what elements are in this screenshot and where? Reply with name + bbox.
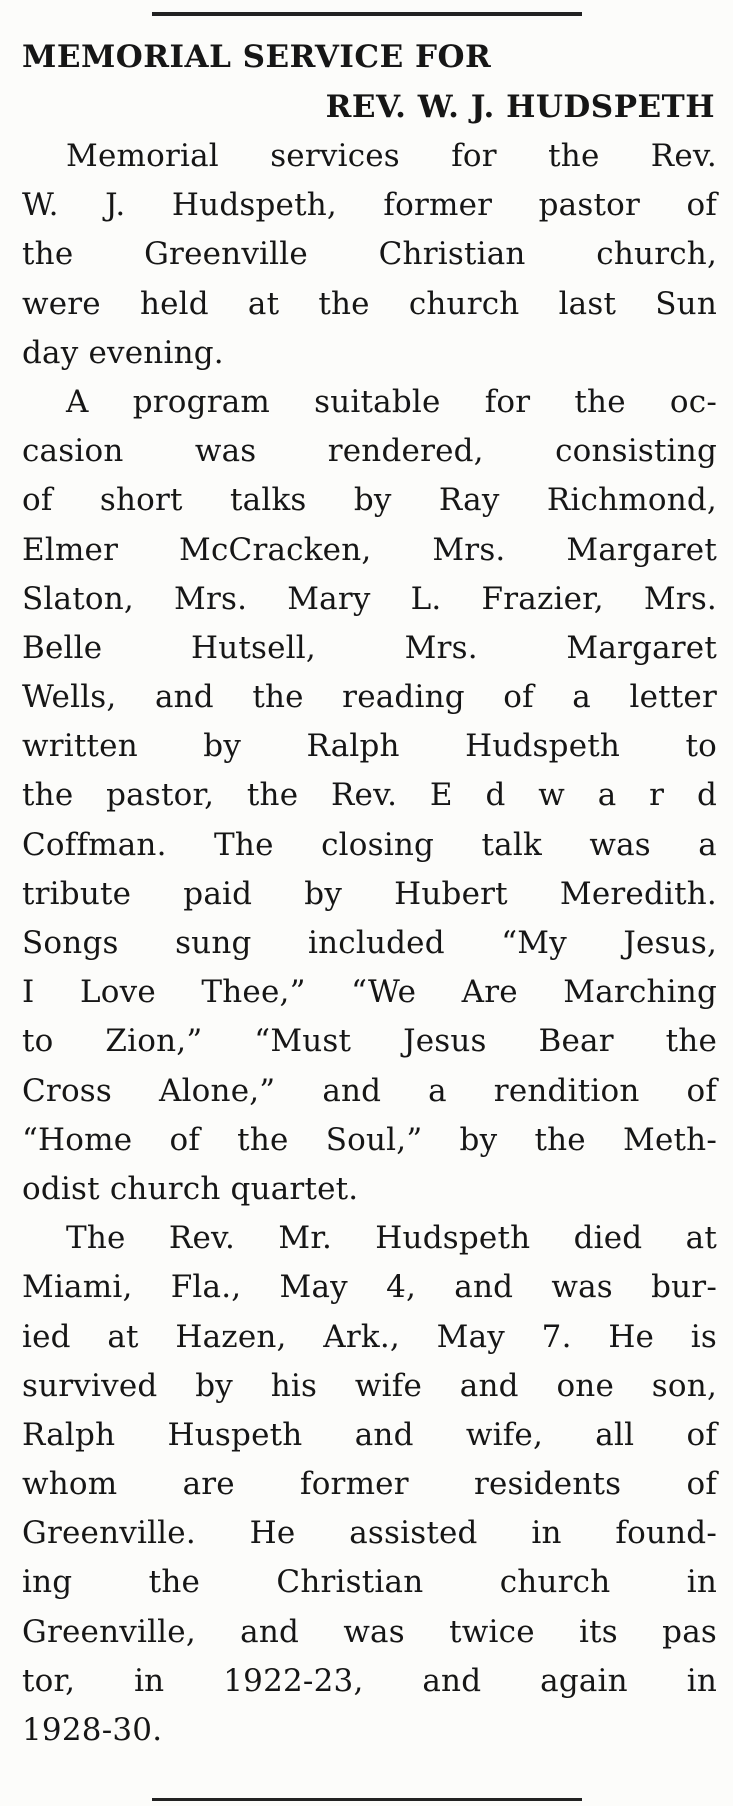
text-line: Cross Alone,” and a rendition of: [22, 1072, 717, 1109]
text-line: tor, in 1922-23, and again in: [22, 1662, 717, 1699]
text-line: 1928-30.: [22, 1712, 163, 1748]
headline-line-2: REV. W. J. HUDSPETH: [325, 89, 715, 125]
text-line: odist church quartet.: [22, 1170, 359, 1207]
text-line: A program suitable for the oc-: [66, 383, 717, 420]
text-line: survived by his wife and one son,: [22, 1367, 717, 1404]
paragraph-1: [22, 132, 717, 378]
paragraph-2: [22, 378, 717, 1214]
text-line: whom are former residents of: [22, 1466, 717, 1503]
headline-line-1: MEMORIAL SERVICE FOR: [22, 39, 492, 75]
text-line: I Love Thee,” “We Are Marching: [22, 974, 717, 1011]
text-line: Memorial services for the Rev.: [66, 138, 717, 174]
text-line: Greenville, and was twice its pas: [22, 1613, 717, 1650]
text-line: tribute paid by Hubert Meredith.: [22, 875, 717, 912]
bottom-rule: [152, 1798, 582, 1801]
text-line: Greenville. He assisted in found-: [22, 1515, 717, 1552]
article-body: [22, 132, 717, 1755]
paragraph-3: [22, 1214, 717, 1755]
text-line: Belle Hutsell, Mrs. Margaret: [22, 629, 717, 666]
text-line: “Home of the Soul,” by the Meth-: [22, 1121, 717, 1158]
text-line: Slaton, Mrs. Mary L. Frazier, Mrs.: [22, 580, 717, 617]
text-line: W. J. Hudspeth, former pastor of: [22, 187, 717, 224]
text-line: written by Ralph Hudspeth to: [22, 728, 717, 765]
text-line: Coffman. The closing talk was a: [22, 826, 717, 863]
text-line: Miami, Fla., May 4, and was bur-: [22, 1269, 717, 1306]
text-line: day evening.: [22, 334, 224, 371]
text-line: the pastor, the Rev. E d w a r d: [22, 777, 717, 814]
text-line: were held at the church last Sun: [22, 285, 717, 322]
text-line: ing the Christian church in: [22, 1564, 717, 1601]
text-line: Songs sung included “My Jesus,: [22, 925, 717, 961]
text-line: Ralph Huspeth and wife, all of: [22, 1416, 717, 1453]
article-headline: [22, 32, 717, 132]
text-line: the Greenville Christian church,: [22, 236, 717, 273]
text-line: Wells, and the reading of a letter: [22, 679, 717, 716]
text-line: Elmer McCracken, Mrs. Margaret: [22, 531, 717, 568]
article-column: [22, 32, 717, 1755]
text-line: of short talks by Ray Richmond,: [22, 482, 717, 519]
text-line: ied at Hazen, Ark., May 7. He is: [22, 1318, 717, 1355]
top-rule: [152, 12, 582, 16]
text-line: The Rev. Mr. Hudspeth died at: [66, 1220, 717, 1257]
text-line: to Zion,” “Must Jesus Bear the: [22, 1023, 717, 1060]
text-line: casion was rendered, consisting: [22, 433, 717, 470]
